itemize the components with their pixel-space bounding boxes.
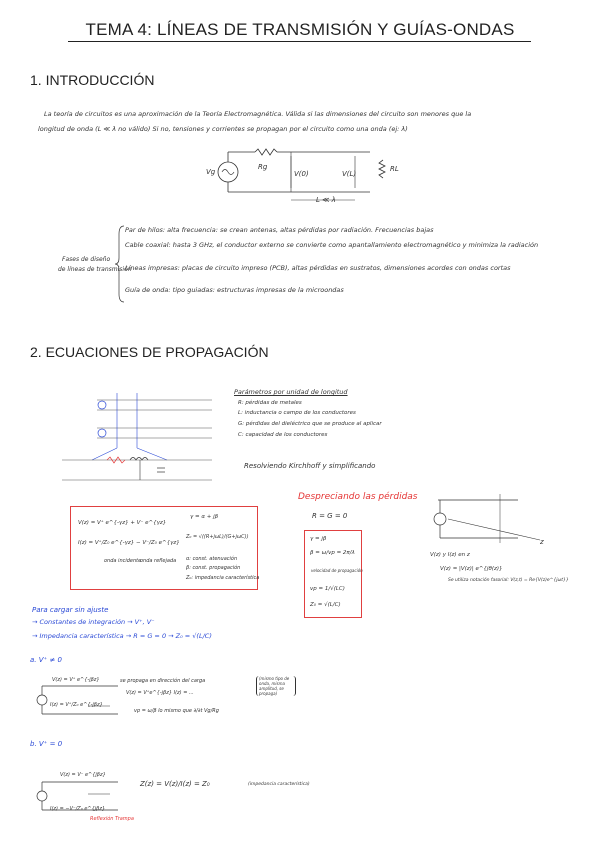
beta-note: β: const. propagación (186, 565, 241, 571)
case-b-diagram (28, 774, 128, 819)
case-a-note-1: se propaga en dirección del carga (120, 678, 206, 684)
title-underline (68, 41, 531, 42)
case-b-impedance-eq: Z(z) = V(z)/I(z) = Z₀ (140, 780, 210, 788)
case-a-note-3: vp = ω/β lo mismo que ∂/∂t Vg/Rg (134, 708, 219, 714)
features-brace (115, 224, 125, 304)
lossless-z0: Z₀ = √(L/C) (310, 602, 341, 608)
case-a-bottom: I(z) = V⁺/Z₀ e^{-jβz} (50, 702, 103, 708)
vg-label: Vg (206, 168, 216, 176)
side-label-3: Se utiliza notación fasorial: V(z,t) = Re{V(z)e^{jωt}} (448, 578, 569, 583)
length-label: L ≪ λ (316, 196, 336, 204)
blue-note-1: Para cargar sin ajuste (32, 606, 109, 614)
vl-label: V(L) (342, 170, 357, 178)
case-a-label: a. V⁺ ≠ 0 (30, 656, 62, 664)
eq-voltage: V(z) = V⁺ e^{-γz} + V⁻ e^{γz} (78, 520, 167, 526)
side-circuit-diagram (428, 488, 558, 548)
vp-label: velocidad de propagación (311, 568, 363, 573)
case-a-note-2: V(z) = V⁺e^{-jβz} I(z) = ... (126, 690, 194, 696)
case-b-red-note: Reflexión Trampa (90, 816, 134, 822)
z0-note: Z₀: impedancia característica (186, 575, 260, 581)
feature-item-1: Par de hilos: alta frecuencia: se crean antenas, altas pérdidas por radiación. Frecuencias bajas (125, 226, 434, 234)
reflected-wave-label: onda reflejada (140, 558, 177, 564)
case-b-impedance-note: (impedancia característica) (248, 782, 310, 787)
resistor-rl-icon (379, 160, 385, 178)
blue-note-3: → Impedancia característica → R = G = 0 → Z₀ = √(L/C) (32, 632, 212, 640)
case-a-top: V(z) = V⁺ e^{-jβz} (52, 677, 100, 683)
incident-wave-label: onda incidente (104, 558, 142, 564)
v0-label: V(0) (294, 170, 309, 178)
blue-note-2: → Constantes de integración → V⁺, V⁻ (32, 618, 155, 626)
sin-perdidas-heading: Despreciando las pérdidas (298, 492, 418, 502)
case-a-source-icon (37, 695, 47, 705)
resistor-rg-icon (255, 149, 277, 155)
section-heading-introduccion: 1. INTRODUCCIÓN (30, 72, 155, 88)
param-g: G: pérdidas del dieléctrico que se produce al aplicar (238, 421, 382, 427)
unit-cell-diagram (62, 388, 212, 488)
eq-current: I(z) = V⁺/Z₀ e^{-γz} − V⁻/Z₀ e^{γz} (78, 540, 180, 546)
feature-item-2: Cable coaxial: hasta 3 GHz, el conductor externo se convierte como apantallamiento electromagnético y minimiza la radiación (125, 241, 539, 249)
lossless-beta: β = ω/vp = 2π/λ (310, 550, 355, 556)
case-b-bottom: I(z) = −V⁻/Z₀ e^{jβz} (50, 806, 106, 812)
feature-item-3: Líneas impresas: placas de circuito impreso (PCB), altas pérdidas en sustratos, dimensiones acordes con ondas cortas (125, 264, 511, 272)
feature-item-4: Guía de onda: tipo guiadas: estructuras impresas de la microondas (125, 286, 344, 294)
param-c: C: capacidad de los conductores (238, 432, 328, 438)
side-label-2: V(z) = |V(z)| e^{jθ(z)} (440, 566, 503, 572)
rg-zero-note: R = G = 0 (312, 512, 348, 520)
gamma-def: γ = α + jβ (190, 514, 219, 520)
z0-def: Z₀ = √((R+jωL)/(G+jωC)) (186, 534, 249, 540)
params-title: Parámetros por unidad de longitud (234, 388, 348, 396)
kirchhoff-note: Resolviendo Kirchhoff y simplificando (244, 462, 376, 470)
section-heading-ecuaciones: 2. ECUACIONES DE PROPAGACIÓN (30, 344, 269, 360)
param-l: L: inductancia o campo de los conductores (238, 410, 356, 416)
case-b-source-icon (37, 791, 47, 801)
lossless-vp: vp = 1/√(LC) (310, 586, 345, 592)
case-a-box-note: (mismo tipo de onda, misma amplitud, se propaga) (256, 676, 296, 696)
rl-label: RL (390, 165, 399, 173)
intro-line-1: La teoría de circuitos es una aproximación de la Teoría Electromagnética. Válida si las dimensiones del circuito son menores que la (44, 110, 472, 118)
case-b-label: b. V⁺ = 0 (30, 740, 63, 748)
features-label-2: de líneas de transmisión (58, 266, 132, 273)
features-label-1: Fases de diseño (62, 256, 111, 263)
intro-line-2: longitud de onda (L ≪ λ no válido) Si no, tensiones y corrientes se propagan por el circuito como una onda (ej: λ) (38, 125, 408, 133)
side-label-1: V(z) y I(z) en z (430, 552, 470, 558)
alpha-note: α: const. atenuación (186, 556, 238, 562)
z-axis-label: z (540, 538, 544, 546)
param-r: R: pérdidas de metales (238, 400, 302, 406)
rg-label: Rg (258, 163, 268, 171)
side-source-icon (434, 513, 446, 525)
page-title: TEMA 4: LÍNEAS DE TRANSMISIÓN Y GUÍAS-ONDAS (85, 20, 515, 39)
lossless-gamma: γ = jβ (310, 536, 327, 542)
case-b-top: V(z) = V⁻ e^{jβz} (60, 772, 106, 778)
